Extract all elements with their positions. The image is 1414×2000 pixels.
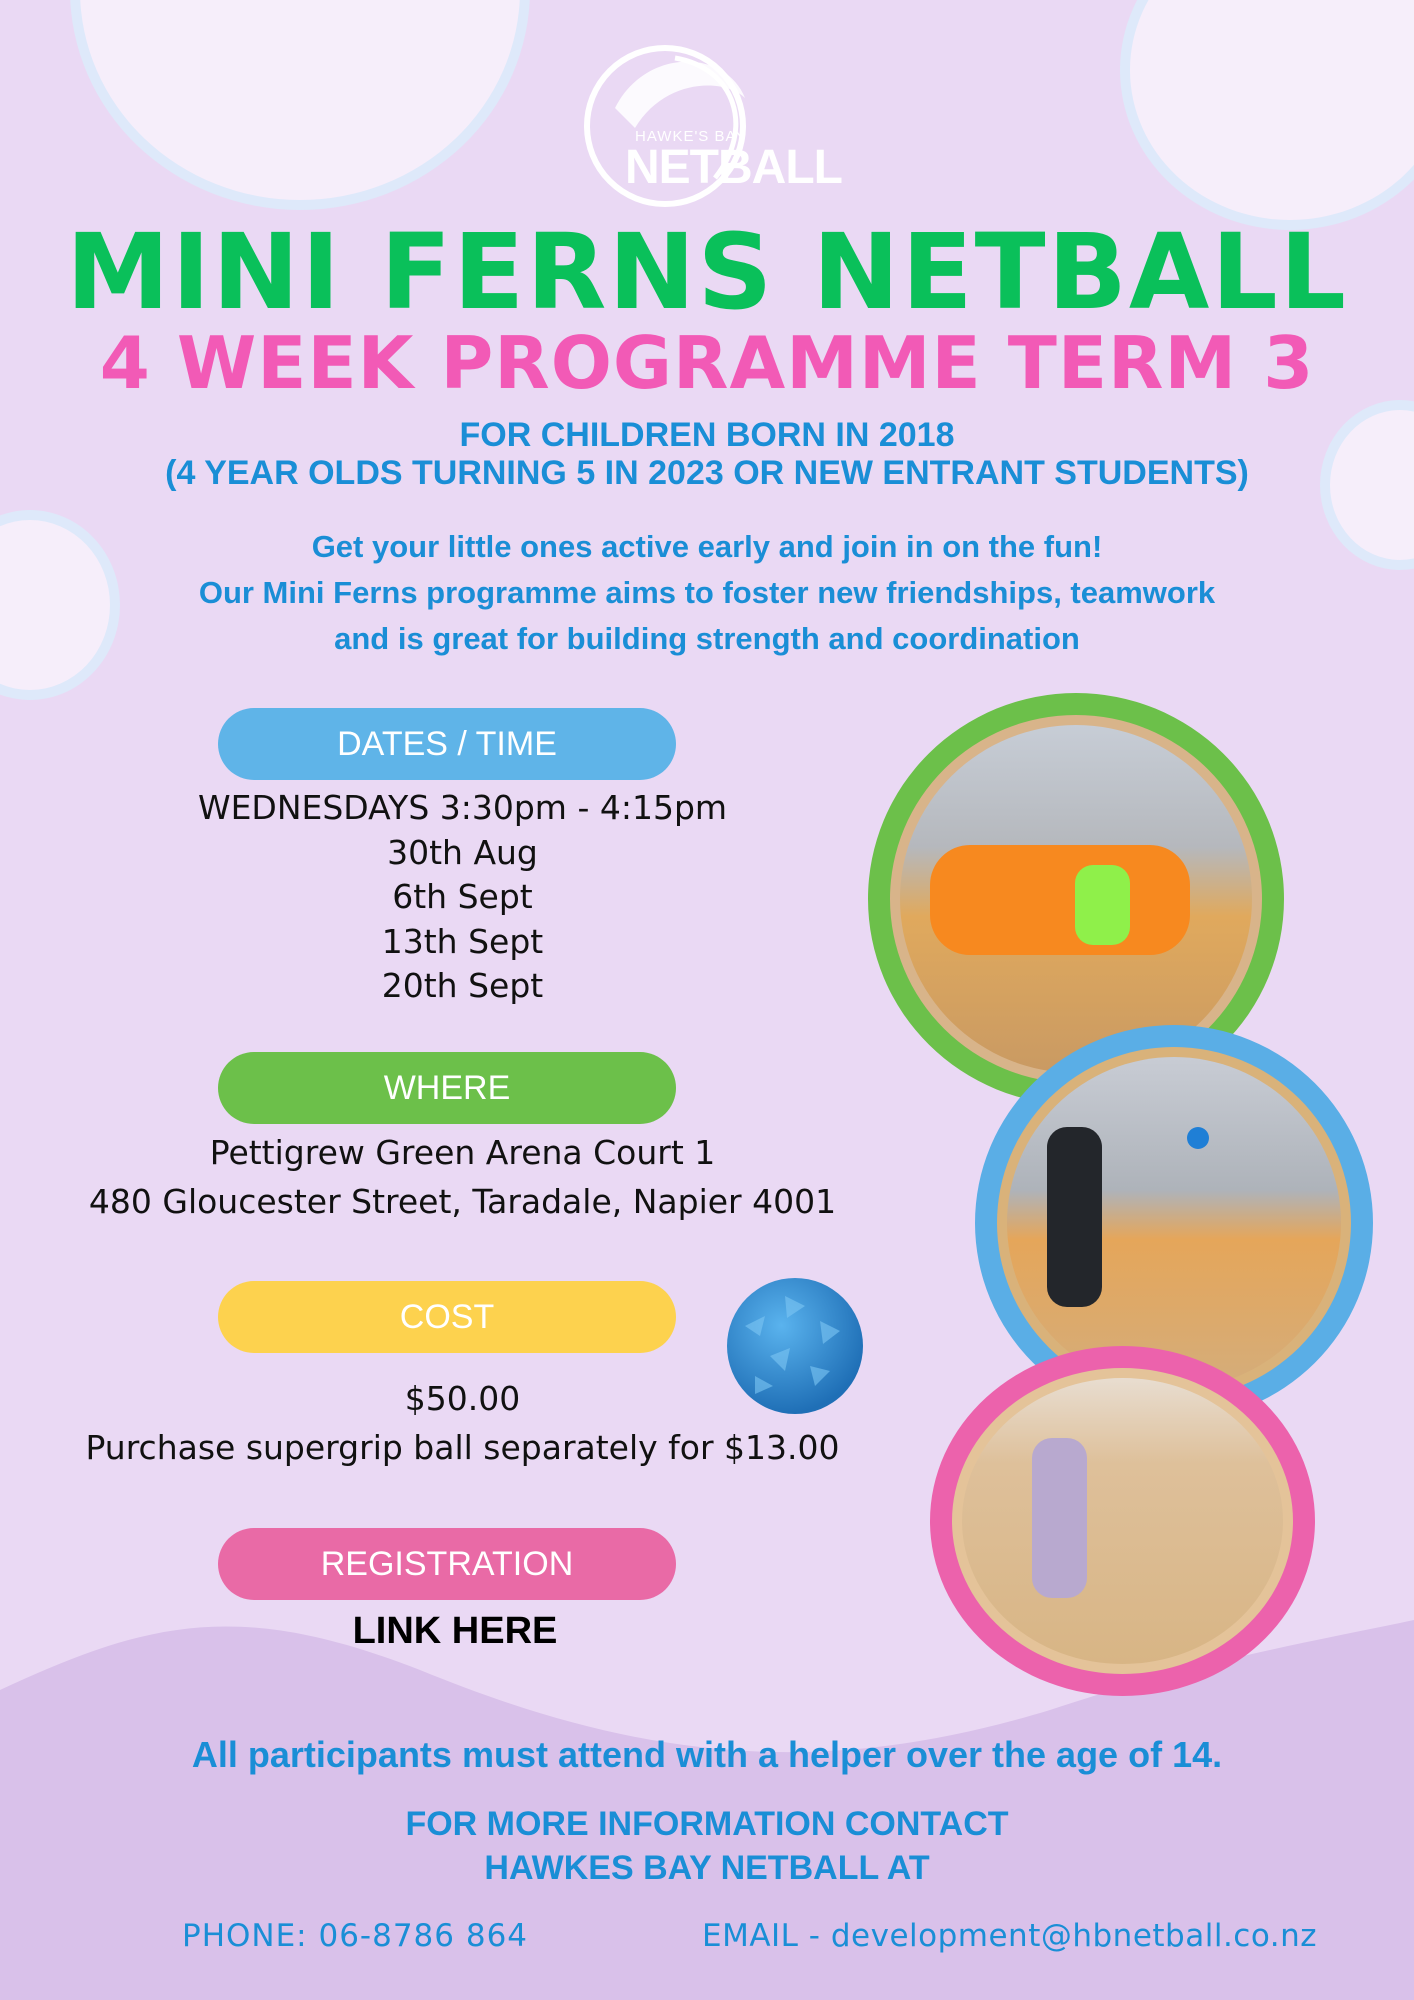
photo-group-kids-content [900, 725, 1252, 1073]
where-block [40, 1128, 885, 1226]
date-3: 13th Sept [381, 921, 544, 961]
contact-line-1: FOR MORE INFORMATION CONTACT [405, 1805, 1009, 1843]
dates-list [40, 786, 885, 1009]
intro-text [0, 524, 1414, 662]
bg-netball-top-right [1120, 0, 1414, 230]
eligibility-line-1: FOR CHILDREN BORN IN 2018 [459, 416, 955, 454]
kid-orange-shirts [930, 845, 1190, 955]
kid-green-shirt [1075, 865, 1130, 945]
eligibility-line-2: (4 YEAR OLDS TURNING 5 IN 2023 OR NEW ENTRANT STUDENTS) [165, 454, 1249, 492]
contact-line-2: HAWKES BAY NETBALL AT [484, 1849, 930, 1887]
intro-line-1: Get your little ones active early and join in on the fun! [311, 529, 1103, 564]
supergrip-ball-image [725, 1276, 865, 1416]
page-subtitle: 4 WEEK PROGRAMME TERM 3 [99, 321, 1315, 405]
intro-line-3: and is great for building strength and coordination [334, 621, 1080, 656]
cost-header: COST [218, 1281, 676, 1353]
eligibility-block [0, 416, 1414, 492]
registration-header: REGISTRATION [218, 1528, 676, 1600]
bg-netball-top-left [70, 0, 530, 210]
dates-time-header: DATES / TIME [218, 708, 676, 780]
where-header: WHERE [218, 1052, 676, 1124]
date-2: 6th Sept [392, 877, 533, 916]
ball-price-note: Purchase supergrip ball separately for $13.00 [85, 1428, 840, 1467]
date-4: 20th Sept [381, 966, 544, 1005]
girl-figure [1032, 1438, 1087, 1598]
contact-email[interactable]: EMAIL - development@hbnetball.co.nz [702, 1918, 1318, 1954]
cost-price: $50.00 [404, 1379, 521, 1418]
venue-name: Pettigrew Green Arena Court 1 [209, 1133, 716, 1172]
intro-line-2: Our Mini Ferns programme aims to foster new friendships, teamwork [198, 575, 1216, 610]
session-time: WEDNESDAYS 3:30pm - 4:15pm [197, 788, 728, 827]
contact-phone[interactable]: PHONE: 06-8786 864 [182, 1918, 529, 1954]
logo-netball-text: NETBALL [625, 141, 842, 194]
venue-address: 480 Gloucester Street, Taradale, Napier 4001 [88, 1182, 837, 1221]
contact-heading [0, 1802, 1414, 1890]
registration-link[interactable]: LINK HERE [352, 1610, 558, 1652]
helper-requirement-notice: All participants must attend with a helper over the age of 14. [191, 1734, 1223, 1775]
date-1: 30th Aug [387, 832, 538, 872]
coach-figure [1047, 1127, 1102, 1307]
photo-shooting-content [1007, 1057, 1341, 1389]
photo-girl-passing-content [962, 1378, 1283, 1664]
logo-region-text: HAWKE'S BAY [635, 128, 747, 145]
photo-girl-passing [930, 1346, 1315, 1696]
netball-in-air [1187, 1127, 1209, 1149]
page-title: MINI FERNS NETBALL [66, 211, 1348, 333]
